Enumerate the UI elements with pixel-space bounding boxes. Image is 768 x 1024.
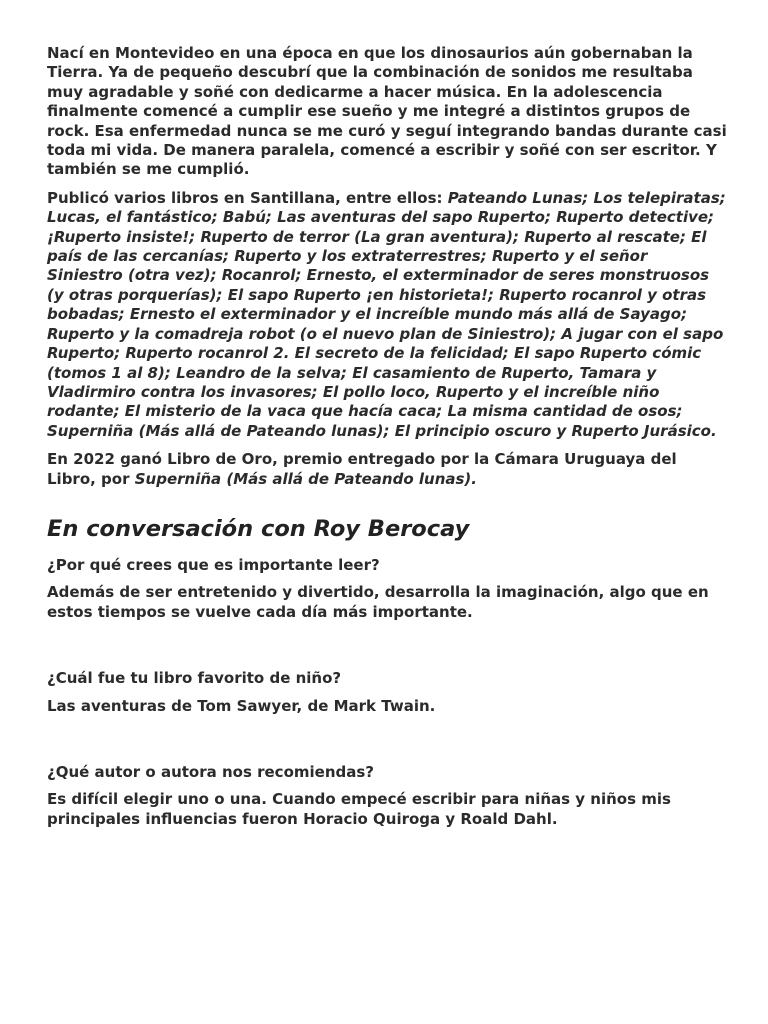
spacer — [47, 716, 727, 763]
award-paragraph — [47, 450, 727, 489]
answer-1: Además de ser entretenido y divertido, desarrolla la imaginación, algo que en estos tiempos se vuelve cada día más importante. — [47, 583, 709, 621]
books-list: Pateando Lunas; Los telepiratas; Lucas, el fantástico; Babú; Las aventuras del sapo Ruperto; Ruperto detective; ¡Ruperto insiste!; Ruperto de terror (La gran aventura); Ruperto al rescate; El país de las cercanías; Ruperto y los extraterrestres; Ruperto y el señor Siniestro (otra vez); Rocanrol; Ernesto, el exterminador de seres monstruosos (y otras porquerías); El sapo Ruperto ¡en historieta!; Ruperto rocanrol y otras bobadas; Ernesto el exterminador y el increíble mundo más allá de Sayago; Ruperto y la comadreja robot (o el nuevo plan de Siniestro); A jugar con el sapo Ruperto; Ruperto rocanrol 2. El secreto de la felicidad; El sapo Ruperto cómic (tomos 1 al 8); Leandro de la selva; El casamiento de Ruperto, Tamara y Vladirmiro contra los invasores; El pollo loco, Ruperto y el increíble niño rodante; El misterio de la vaca que hacía caca; La misma cantidad de osos; Superniña (Más allá de Pateando lunas); El principio oscuro y Ruperto Jurásico. — [47, 188, 726, 440]
books-intro: Publicó varios libros en Santillana, entre ellos: — [47, 188, 448, 207]
document-page — [47, 44, 727, 829]
answer-3: Es difícil elegir uno o una. Cuando empecé escribir para niñas y niños mis principales influencias fueron Horacio Quiroga y Roald Dahl. — [47, 790, 671, 828]
award-intro: En 2022 ganó Libro de Oro, premio entregado por la Cámara Uruguaya del Libro, por — [47, 450, 677, 488]
interview-heading: En conversación con Roy Berocay — [47, 515, 470, 542]
award-book-title: Superniña (Más allá de Pateando lunas). — [134, 469, 477, 488]
spacer — [47, 622, 727, 669]
bio-paragraph: Nací en Montevideo en una época en que los dinosaurios aún gobernaban la Tierra. Ya de pequeño descubrí que la combinación de sonidos me resultaba muy agradable y soñé con dedicarme a hacer música. En la adolescencia finalmente comencé a cumplir ese sueño y me integré a distintos grupos de rock. Esa enfermedad nunca se me curó y seguí integrando bandas durante casi toda mi vida. De manera paralela, comencé a escribir y soñé con ser escritor. Y también se me cumplió. — [47, 44, 727, 179]
question-1: ¿Por qué crees que es importante leer? — [47, 555, 380, 574]
books-paragraph — [47, 189, 727, 441]
question-2: ¿Cuál fue tu libro favorito de niño? — [47, 669, 342, 688]
question-3: ¿Qué autor o autora nos recomiendas? — [47, 762, 374, 781]
answer-2: Las aventuras de Tom Sawyer, de Mark Twain. — [47, 696, 436, 715]
